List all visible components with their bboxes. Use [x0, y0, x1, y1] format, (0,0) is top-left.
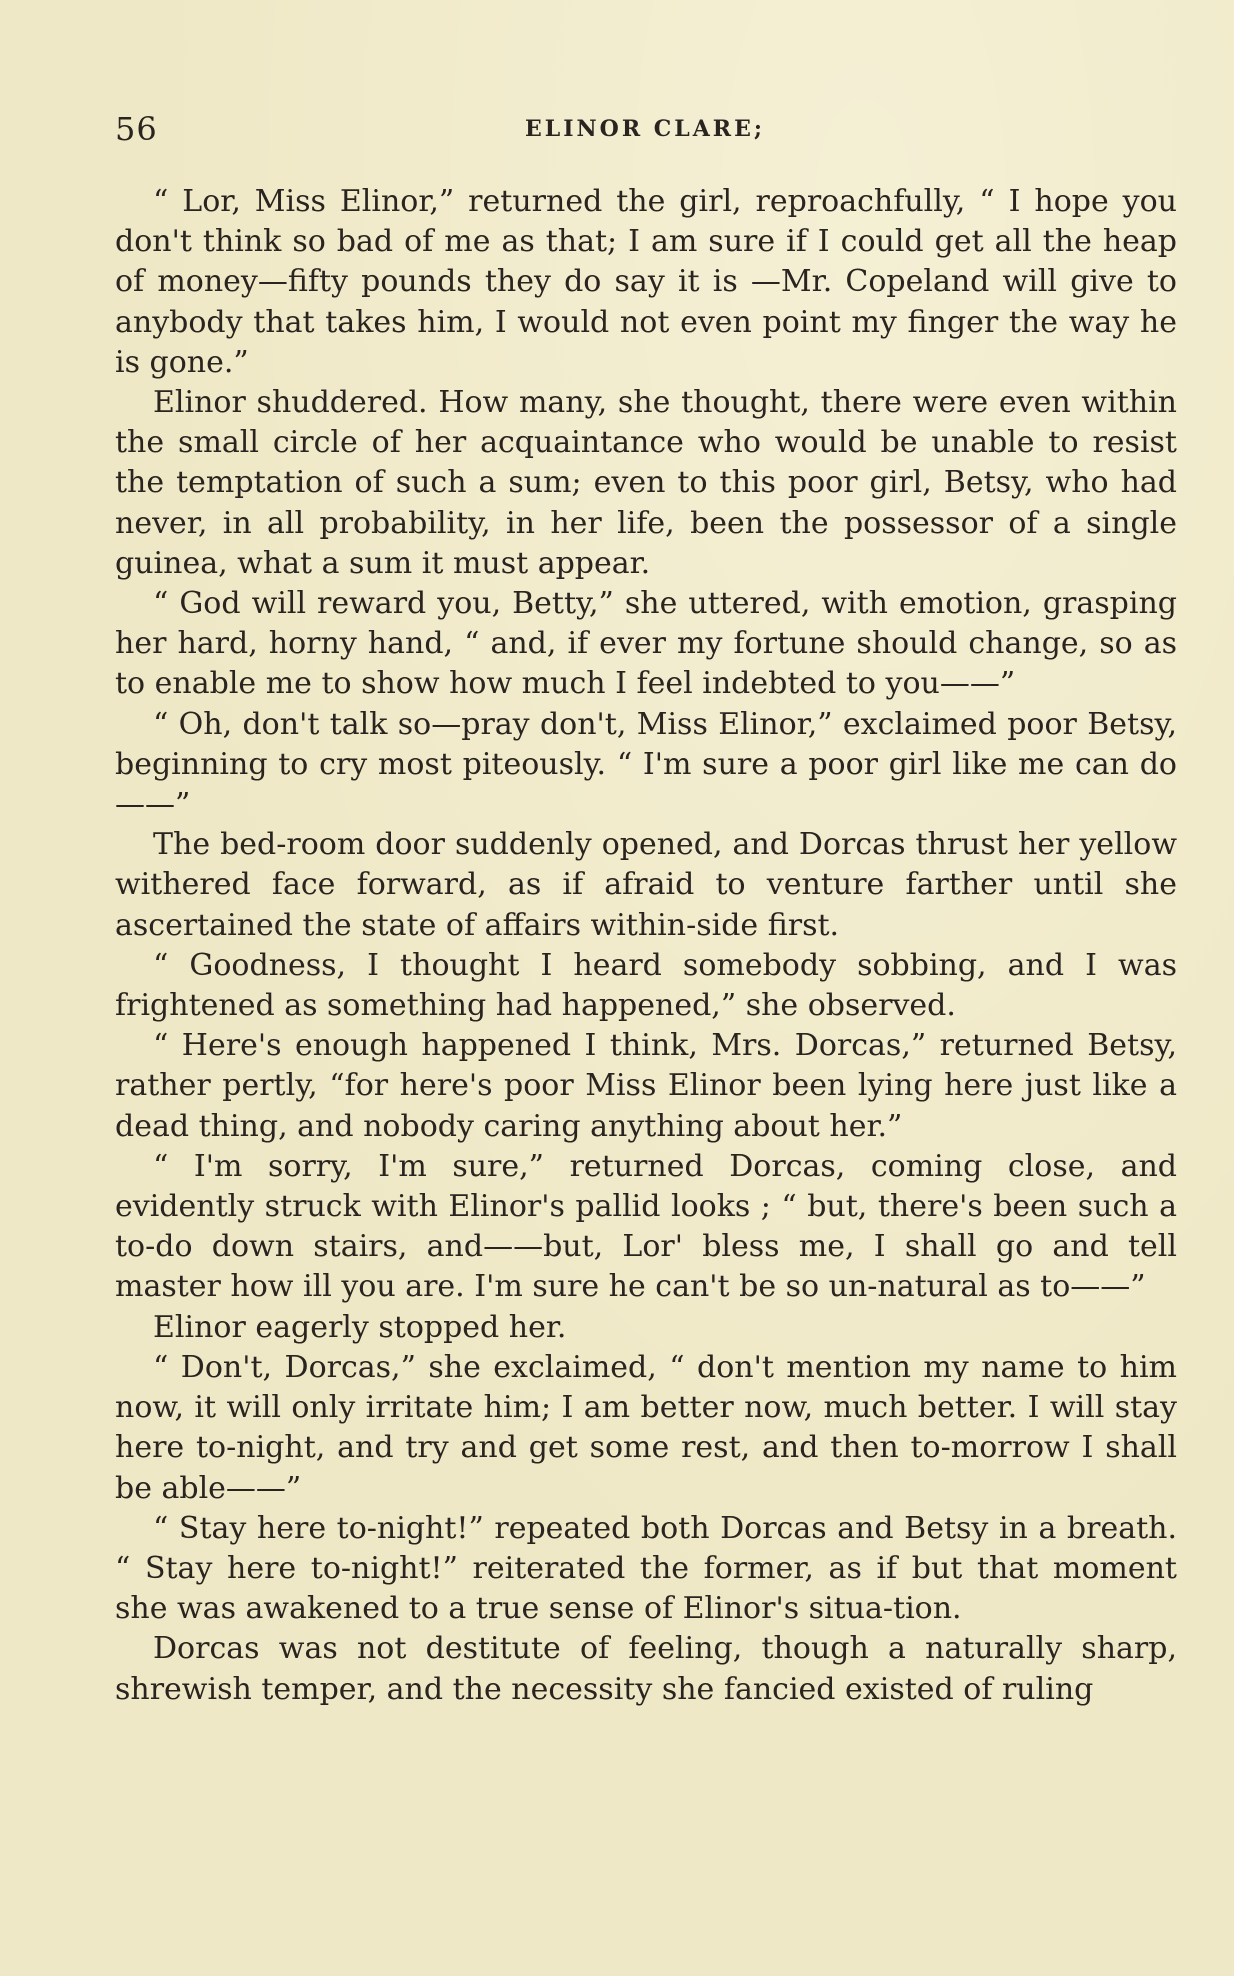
- page-header: [115, 110, 1175, 160]
- paragraph: “ Lor, Miss Elinor,” returned the girl, reproachfully, “ I hope you don't think so bad of me as that; I am sure if I could get all the heap of money—fifty pounds they do say it is —Mr. Copeland will give to anybody that takes him, I would not even point my finger the way he is gone.”: [115, 184, 1177, 380]
- paragraph: “ Here's enough happened I think, Mrs. Dorcas,” returned Betsy, rather pertly, “for here's poor Miss Elinor been lying here just like a dead thing, and nobody caring anything about her.”: [115, 1028, 1177, 1144]
- paragraph: “ God will reward you, Betty,” she uttered, with emotion, grasping her hard, horny hand, “ and, if ever my fortune should change, so as to enable me to show how much I feel indebted to you——”: [115, 586, 1177, 702]
- paragraph: “ Stay here to-night!” repeated both Dorcas and Betsy in a breath. “ Stay here to-night!” reiterated the former, as if but that moment she was awakened to a true sense of Elinor's situa-tion.: [115, 1510, 1177, 1627]
- paragraph: “ Don't, Dorcas,” she exclaimed, “ don't mention my name to him now, it will only irritate him; I am better now, much better. I will stay here to-night, and try and get some rest, and then to-morrow I shall be able——”: [115, 1349, 1177, 1506]
- paragraph: Elinor eagerly stopped her.: [153, 1309, 567, 1345]
- paragraph: Elinor shuddered. How many, she thought, there were even within the small circle of her acquaintance who would be unable to resist the temptation of such a sum; even to this poor girl, Betsy, who had never, in all probability, in her life, been the possessor of a single guinea, what a sum it must appear.: [115, 385, 1177, 581]
- paragraph: The bed-room door suddenly opened, and Dorcas thrust her yellow withered face forward, as if afraid to venture farther until she ascertained the state of affairs within-side first.: [115, 827, 1177, 943]
- paragraph: “ I'm sorry, I'm sure,” returned Dorcas, coming close, and evidently struck with Elinor's pallid looks ; “ but, there's been such a to-do down stairs, and——but, Lor' bless me, I shall go and tell master how ill you are. I'm sure he can't be so un-natural as to——”: [115, 1148, 1177, 1305]
- page-number: 56: [115, 110, 158, 148]
- paragraph: “ Goodness, I thought I heard somebody sobbing, and I was frightened as something had happened,” she observed.: [115, 947, 1177, 1024]
- paragraph: Dorcas was not destitute of feeling, though a naturally sharp, shrewish temper, and the necessity she fancied existed of ruling: [115, 1631, 1177, 1707]
- body-text: [115, 182, 1177, 1710]
- paragraph: “ Oh, don't talk so—pray don't, Miss Elinor,” exclaimed poor Betsy, beginning to cry most piteously. “ I'm sure a poor girl like me can do——”: [115, 706, 1177, 823]
- running-head: ELINOR CLARE;: [525, 116, 765, 142]
